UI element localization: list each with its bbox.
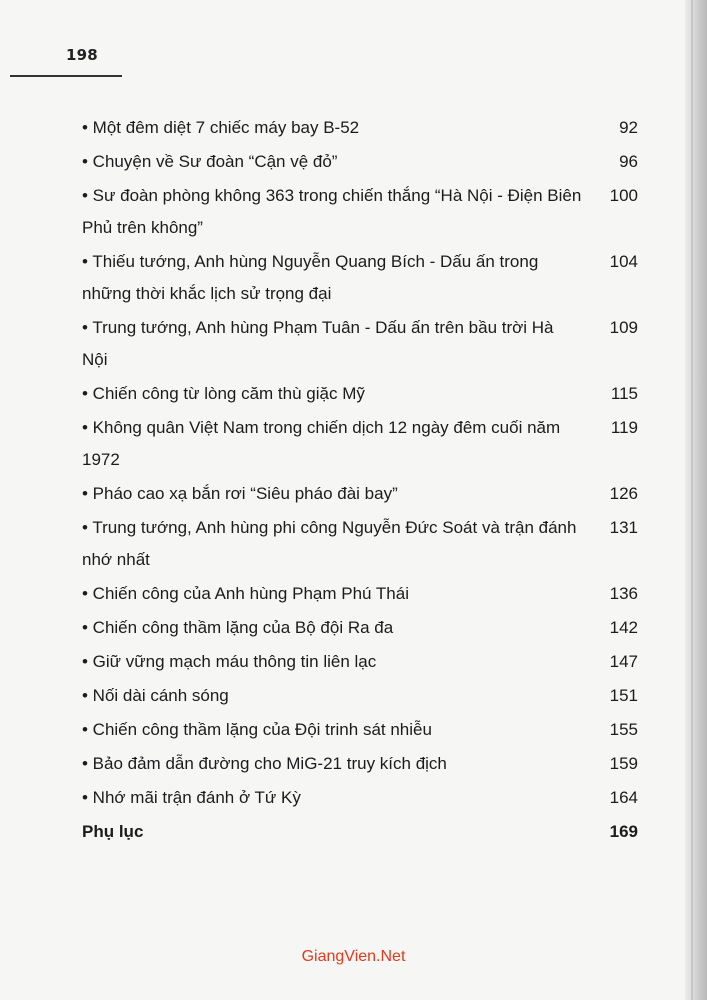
- toc-entry-page: 142: [609, 618, 638, 637]
- toc-entry-title: • Giữ vững mạch máu thông tin liên lạc: [82, 652, 377, 671]
- toc-entry-title: • Chuyện về Sư đoàn “Cận vệ đỏ”: [82, 152, 338, 171]
- toc-entry-title: • Thiếu tướng, Anh hùng Nguyễn Quang Bích - Dấu ấn trong những thời khắc lịch sử trọng đại: [82, 252, 539, 303]
- toc-entry-page: 159: [609, 754, 638, 773]
- toc-entry-title: • Một đêm diệt 7 chiếc máy bay B-52: [82, 118, 360, 137]
- page-edge-shadow: [685, 0, 707, 1000]
- toc-entry-page: 109: [609, 318, 638, 337]
- toc-entry-title: • Nhớ mãi trận đánh ở Tứ Kỳ: [82, 788, 301, 807]
- toc-entry-title: • Trung tướng, Anh hùng Phạm Tuân - Dấu ấn trên bầu trời Hà Nội: [82, 318, 554, 369]
- toc-entry-title: • Không quân Việt Nam trong chiến dịch 12 ngày đêm cuối năm 1972: [82, 418, 561, 469]
- toc-entry-page: 92: [619, 118, 638, 137]
- toc-entry-title: • Bảo đảm dẫn đường cho MiG-21 truy kích địch: [82, 754, 447, 773]
- toc-entry-page: 136: [609, 584, 638, 603]
- toc-entry-title: • Trung tướng, Anh hùng phi công Nguyễn Đức Soát và trận đánh nhớ nhất: [82, 518, 577, 569]
- page-edge-line: [691, 0, 693, 1000]
- toc-entry: [82, 378, 638, 410]
- toc-entry: [82, 782, 638, 814]
- watermark-text: GiangVien.Net: [301, 948, 406, 965]
- toc-entry: [82, 748, 638, 780]
- toc-entry-page: 164: [609, 788, 638, 807]
- toc-entry: [82, 612, 638, 644]
- header-rule: [10, 75, 122, 77]
- toc-entry-page: 126: [609, 484, 638, 503]
- toc-entry: [82, 112, 638, 144]
- toc-entry-title: • Pháo cao xạ bắn rơi “Siêu pháo đài bay”: [82, 484, 398, 503]
- toc-entry-title: • Chiến công của Anh hùng Phạm Phú Thái: [82, 584, 409, 603]
- toc-entry: [82, 478, 638, 510]
- toc-entry: [82, 714, 638, 746]
- toc-entry-page: 115: [610, 384, 638, 403]
- toc-entry-title: Phụ lục: [82, 822, 144, 841]
- toc-entry-page: 96: [619, 152, 638, 171]
- toc-entry: [82, 646, 638, 678]
- toc-entry-page: 104: [609, 252, 638, 271]
- toc-entry-page: 119: [610, 418, 638, 437]
- toc-entry-page: 100: [609, 186, 638, 205]
- toc-entry-appendix: [82, 816, 638, 848]
- toc-entry-title: • Chiến công từ lòng căm thù giặc Mỹ: [82, 384, 365, 403]
- toc-entry: [82, 578, 638, 610]
- toc-entry-page: 155: [609, 720, 638, 739]
- toc-entry: [82, 180, 638, 244]
- toc-entry-title: • Sư đoàn phòng không 363 trong chiến thắng “Hà Nội - Điện Biên Phủ trên không”: [82, 186, 582, 237]
- toc-entry-title: • Nối dài cánh sóng: [82, 686, 229, 705]
- toc-entry: [82, 412, 638, 476]
- page-number: 198: [66, 46, 98, 64]
- toc-entry: [82, 246, 638, 310]
- toc-entry: [82, 680, 638, 712]
- toc-entry-page: 151: [609, 686, 638, 705]
- toc-entry: [82, 146, 638, 178]
- toc-entry-page: 131: [609, 518, 638, 537]
- toc-entry-title: • Chiến công thầm lặng của Bộ đội Ra đa: [82, 618, 394, 637]
- toc-entry-page: 147: [609, 652, 638, 671]
- toc-entry-page: 169: [609, 822, 638, 841]
- toc-entry: [82, 312, 638, 376]
- toc-entry: [82, 512, 638, 576]
- table-of-contents: [82, 112, 638, 850]
- toc-entry-title: • Chiến công thầm lặng của Đội trinh sát nhiễu: [82, 720, 432, 739]
